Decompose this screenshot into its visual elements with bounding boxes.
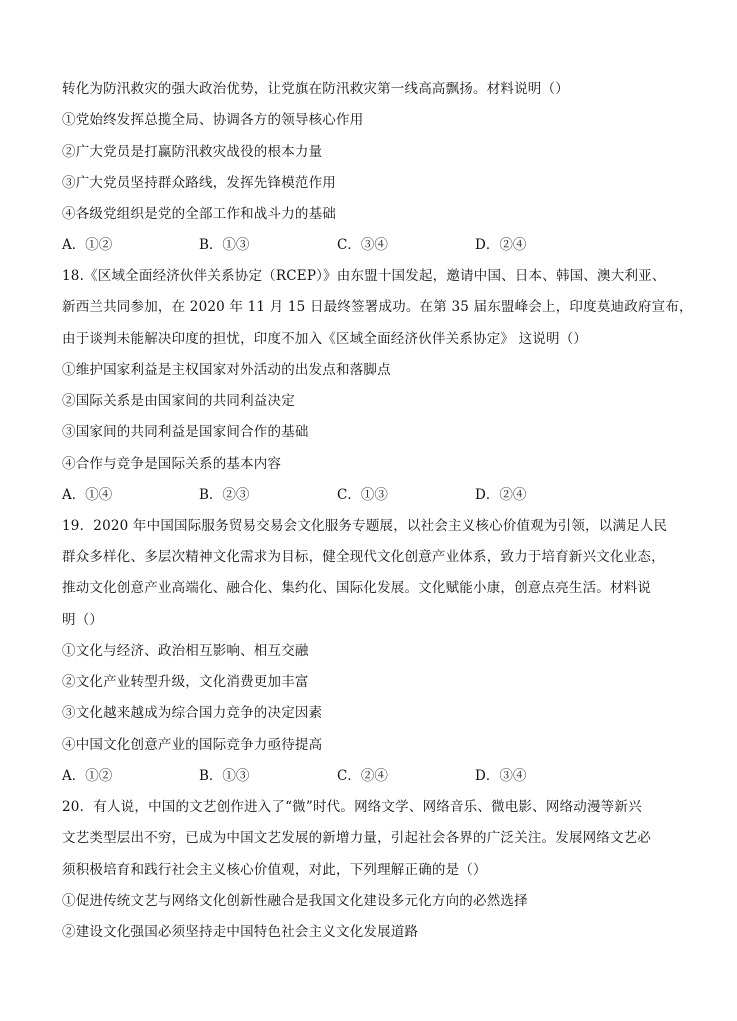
q18-stem-line-2: 新西兰共同参加，在 2020 年 11 月 15 日最终签署成功。在第 35 届东盟峰会上，印度莫迪政府宣布，: [62, 299, 693, 315]
q19-options: [62, 767, 682, 785]
q20-stem-line-2: 文艺类型层出不穷，已成为中国文艺发展的新增力量，引起社会各界的广泛关注。发展网络文艺必: [62, 830, 652, 846]
q20-statement-2: ②建设文化强国必须坚持走中国特色社会主义文化发展道路: [62, 924, 419, 940]
q19-option-a[interactable]: A．①②: [62, 768, 113, 784]
q18-stem-line-1: 18.《区域全面经济伙伴关系协定（RCEP）》由东盟十国发起，邀请中国、日本、韩国、澳大利亚、: [62, 268, 666, 284]
q17-option-a[interactable]: A．①②: [62, 237, 113, 253]
q18-stem-line-3: 由于谈判未能解决印度的担忧，印度不加入《区域全面经济伙伴关系协定》 这说明（）: [62, 331, 588, 347]
q18-option-b[interactable]: B．②③: [199, 487, 250, 503]
q19-option-c[interactable]: C．②④: [337, 768, 388, 784]
q17-statement-4: ④各级党组织是党的全部工作和战斗力的基础: [62, 206, 336, 222]
q18-statement-3: ③国家间的共同利益是国家间合作的基础: [62, 424, 309, 440]
q20-stem-line-1: 20．有人说，中国的文艺创作进入了“微”时代。网络文学、网络音乐、微电影、网络动漫等新兴: [62, 799, 642, 815]
q20-stem-line-3: 须积极培育和践行社会主义核心价值观，对此，下列理解正确的是（）: [62, 862, 487, 878]
q18-option-d[interactable]: D．②④: [475, 487, 527, 503]
q17-statement-3: ③广大党员坚持群众路线，发挥先锋模范作用: [62, 175, 336, 191]
q19-option-d[interactable]: D．③④: [475, 768, 527, 784]
q19-statement-3: ③文化越来越成为综合国力竞争的决定因素: [62, 705, 323, 721]
q18-option-c[interactable]: C．①③: [337, 487, 388, 503]
q19-stem-line-4: 明（）: [62, 612, 104, 628]
q19-statement-2: ②文化产业转型升级，文化消费更加丰富: [62, 674, 309, 690]
q19-statement-1: ①文化与经济、政治相互影响、相互交融: [62, 643, 309, 659]
q17-statement-1: ①党始终发挥总揽全局、协调各方的领导核心作用: [62, 112, 364, 128]
q18-option-a[interactable]: A．①④: [62, 487, 113, 503]
q18-options: [62, 486, 682, 504]
q19-statement-4: ④中国文化创意产业的国际竞争力亟待提高: [62, 737, 323, 753]
q20-statement-1: ①促进传统文艺与网络文化创新性融合是我国文化建设多元化方向的必然选择: [62, 893, 528, 909]
q18-statement-1: ①维护国家利益是主权国家对外活动的出发点和落脚点: [62, 362, 391, 378]
q17-option-b[interactable]: B．①③: [199, 237, 250, 253]
q17-option-c[interactable]: C．③④: [337, 237, 388, 253]
q17-option-d[interactable]: D．②④: [475, 237, 527, 253]
q19-stem-line-1: 19．2020 年中国国际服务贸易交易会文化服务专题展，以社会主义核心价值观为引领，以满足人民: [62, 518, 668, 534]
q18-statement-4: ④合作与竞争是国际关系的基本内容: [62, 456, 282, 472]
q19-stem-line-3: 推动文化创意产业高端化、融合化、集约化、国际化发展。文化赋能小康，创意点亮生活。材料说: [62, 580, 652, 596]
q19-option-b[interactable]: B．①③: [199, 768, 250, 784]
q17-options: [62, 236, 682, 254]
q18-statement-2: ②国际关系是由国家间的共同利益决定: [62, 393, 295, 409]
q17-stem-tail: 转化为防汛救灾的强大政治优势，让党旗在防汛救灾第一线高高飘扬。材料说明（）: [62, 81, 569, 97]
q19-stem-line-2: 群众多样化、多层次精神文化需求为目标，健全现代文化创意产业体系，致力于培育新兴文化业态，: [62, 549, 665, 565]
q17-statement-2: ②广大党员是打赢防汛救灾战役的根本力量: [62, 144, 323, 160]
